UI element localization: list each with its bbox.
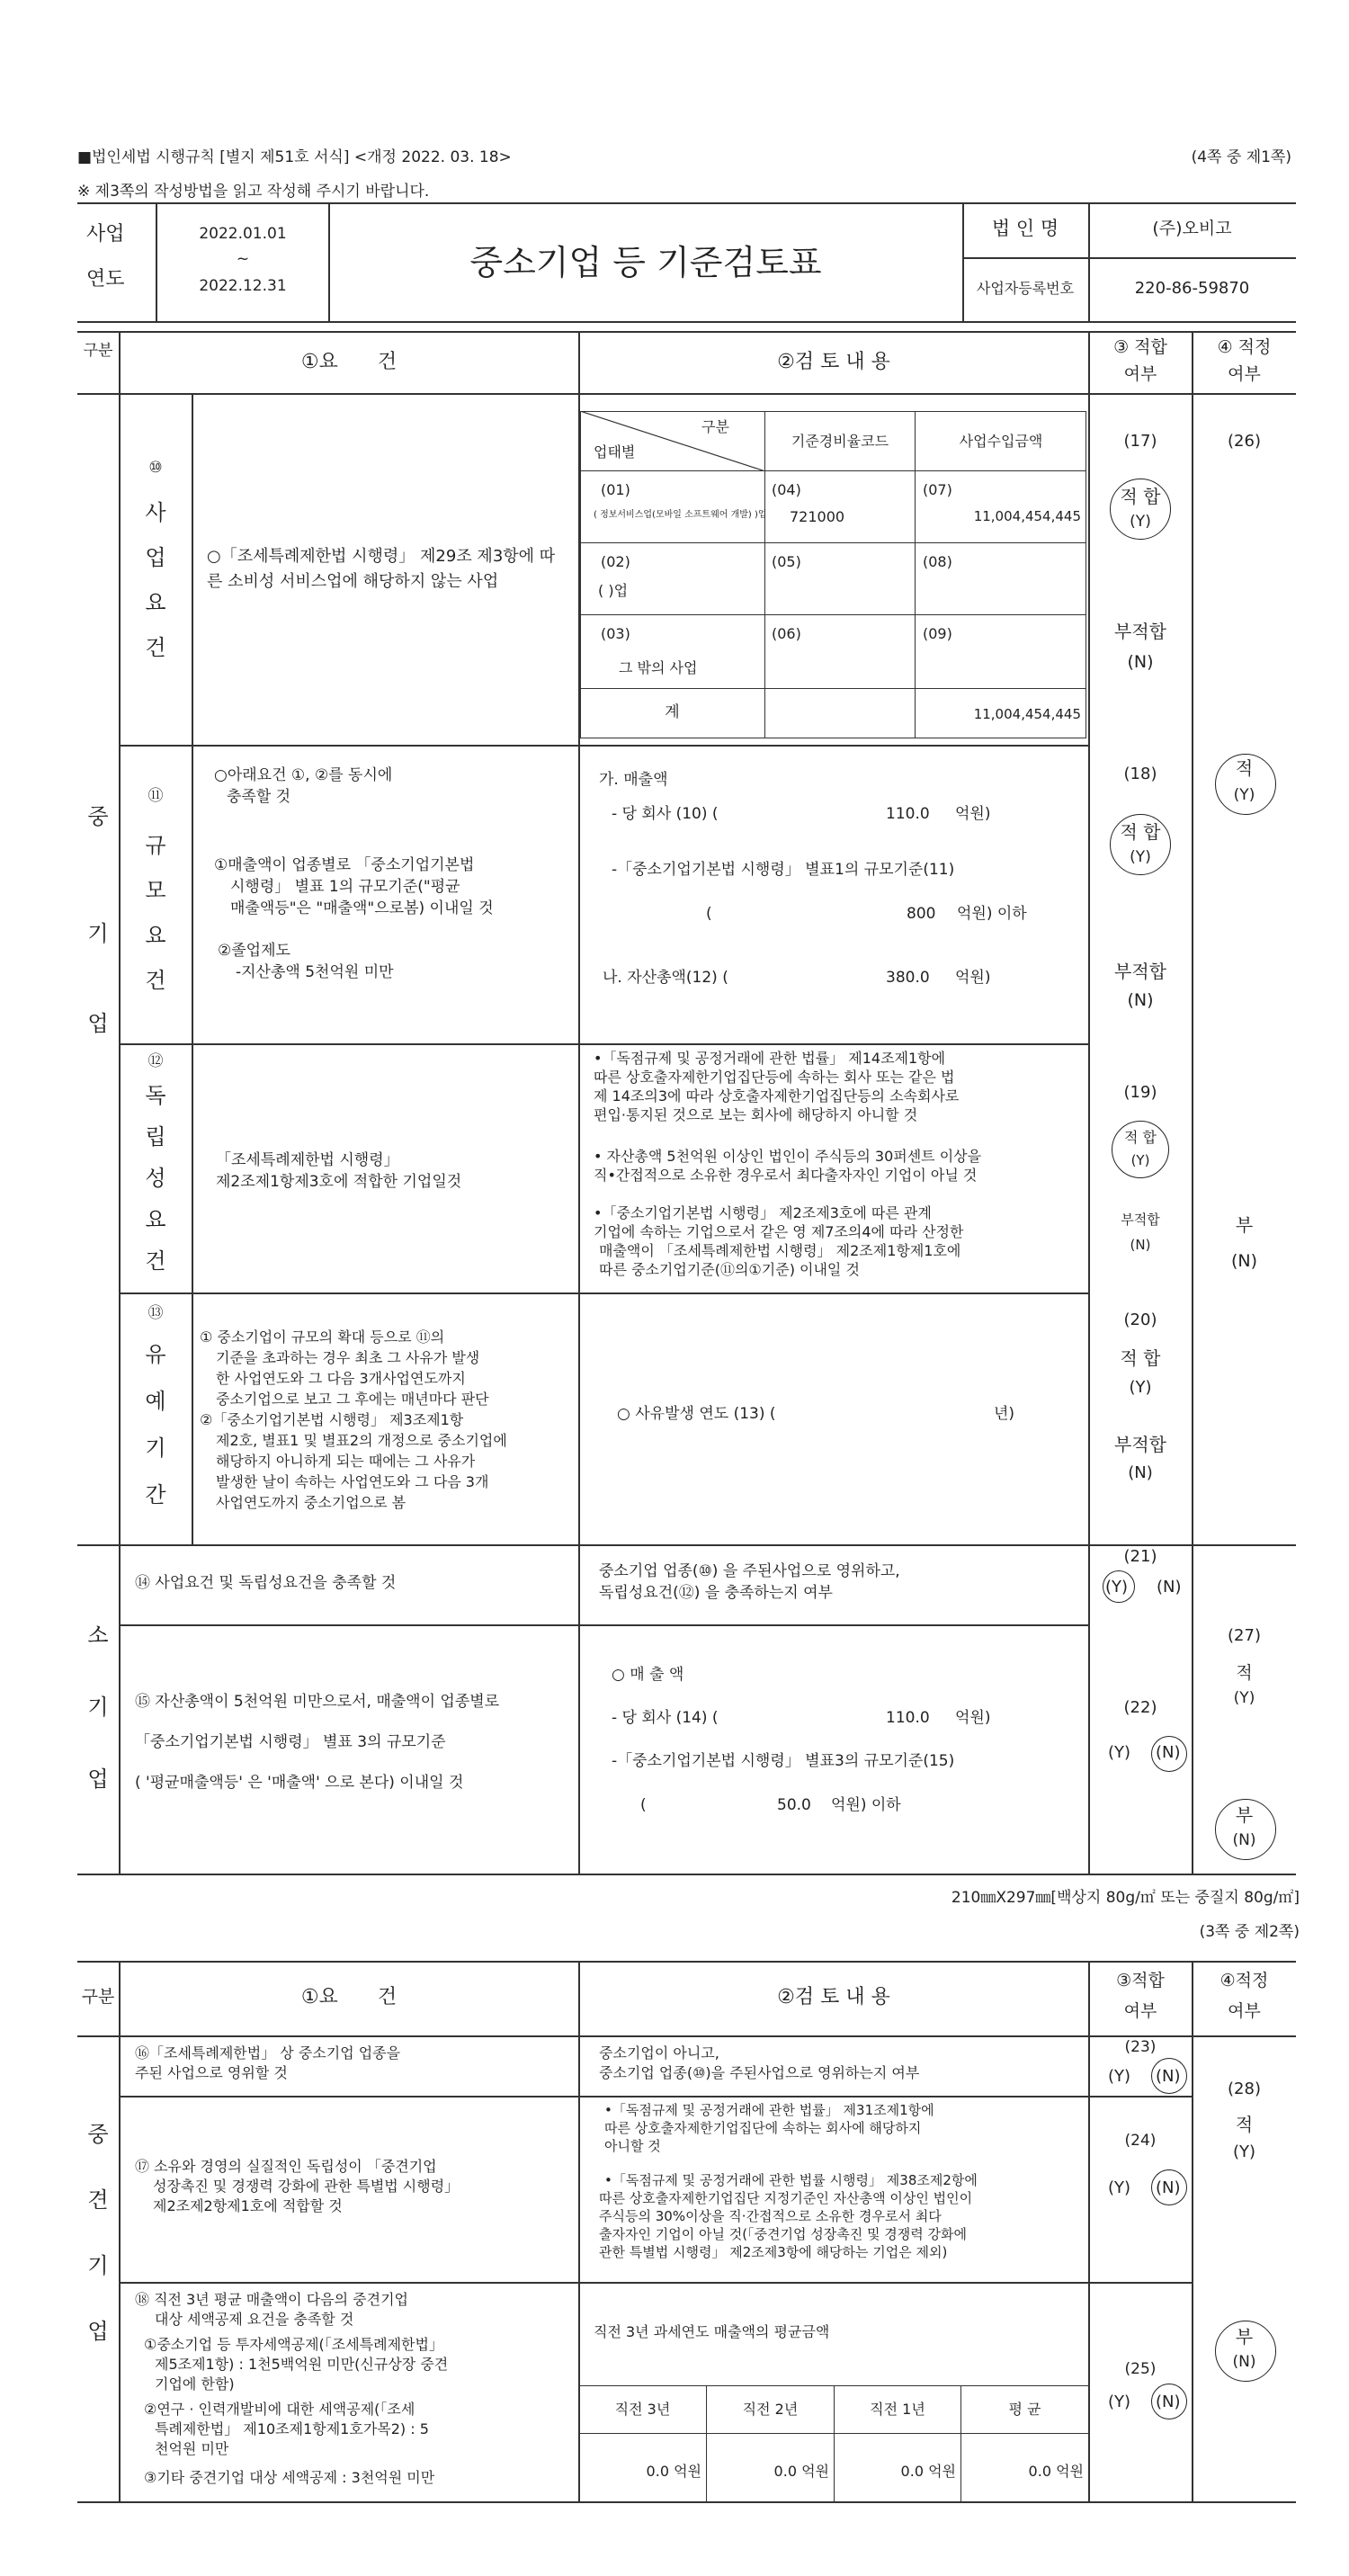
scale-req-4: 시행령」 별표 1의 규모기준("평균	[230, 878, 460, 896]
indep-rev-2: 따른 상호출자제한기업집단등에 속하는 회사 또는 같은 법	[594, 1069, 955, 1086]
indep-fit-1: 적 합	[1124, 1129, 1157, 1146]
indep-label-2: 립	[145, 1124, 166, 1149]
r1-c1-code: (01)	[601, 481, 630, 498]
p2-r2-req-3: 제2조제2항제1호에 적합할 것	[153, 2197, 343, 2214]
indep-unfit-2: (N)	[1130, 1237, 1151, 1253]
scale-label-3: 요	[145, 923, 166, 948]
small-rev-b-4: (	[640, 1796, 647, 1814]
p2-r3-v4: 0.0 억원	[1028, 2463, 1084, 2480]
indep-label-3: 성	[145, 1166, 166, 1191]
p2-r2-rev-8: 관한 특별법 시행령」 제2조제3항에 해당하는 기업은 제외)	[599, 2244, 948, 2260]
indep-label-5: 건	[145, 1248, 166, 1274]
grace-label-3: 기	[145, 1436, 166, 1461]
p2-r3-h3: 직전 1년	[870, 2401, 925, 2418]
indep-rev-8: 기업에 속하는 기업으로서 같은 영 제7조의4에 따라 산정한	[594, 1223, 964, 1240]
p2-r3-v2: 0.0 억원	[773, 2463, 829, 2480]
r3-c2-code: (06)	[772, 625, 801, 642]
p2-r1-rev-1: 중소기업이 아니고,	[599, 2044, 719, 2062]
indep-rev-5: • 자산총액 5천억원 이상인 법인이 주식등의 30퍼센트 이상을	[594, 1148, 982, 1165]
small-label-2: 기	[87, 1695, 109, 1720]
scale-label-1: 규	[145, 833, 166, 858]
instruction-note: ※ 제3쪽의 작성방법을 읽고 작성해 주시기 바랍니다.	[77, 183, 430, 201]
scale-label-2: 모	[145, 878, 166, 903]
year-label-2: 연도	[86, 268, 125, 291]
grace-req-2: 기준을 초과하는 경우 최초 그 사유가 발생	[216, 1349, 480, 1366]
grace-label-1: 유	[145, 1342, 166, 1367]
r3-c1-code: (03)	[601, 625, 630, 642]
page-indicator: (4쪽 중 제1쪽)	[1191, 148, 1291, 166]
mid-label-1: 중	[87, 2122, 109, 2147]
p2-r3-req-8: 천억원 미만	[155, 2440, 229, 2457]
small-rev-b-1: ○ 매 출 액	[612, 1666, 684, 1684]
indep-rev-3: 제 14조의3에 따라 상호출자제한기업집단등의 소속회사로	[594, 1087, 960, 1105]
year-label-1: 사업	[86, 223, 125, 246]
p2-r2-rev-5: 따른 상호출자제한기업집단 지정기준인 자산총액 이상인 법인이	[599, 2190, 973, 2206]
scale-fit-2: (Y)	[1130, 848, 1151, 866]
scale-rev-4-unit: 억원) 이하	[957, 905, 1027, 923]
scale-rev-2-unit: 억원)	[955, 805, 991, 823]
indep-rev-10: 따른 중소기업기준(⑪의①기준) 이내일 것	[599, 1261, 860, 1278]
business-unfit-1: 부적합	[1114, 621, 1166, 642]
p2-r1-fit-n: (N)	[1156, 2067, 1181, 2086]
sme-suit-no-1: 부	[1235, 1214, 1254, 1236]
p2-r1-req-2: 주된 사업으로 영위할 것	[135, 2064, 288, 2081]
scale-req-3: ①매출액이 업종별로 「중소기업기본법	[214, 856, 475, 874]
small-rev-b-3: -「중소기업기본법 시행령」 별표3의 규모기준(15)	[612, 1752, 955, 1770]
p2-r3-h2: 직전 2년	[742, 2401, 799, 2418]
grace-fit-2: (Y)	[1129, 1378, 1152, 1397]
scale-rev-2-value: 110.0	[886, 805, 930, 823]
p2-r3-req-6: ②연구 · 인력개발비에 대한 세액공제(「조세	[144, 2401, 415, 2418]
business-label-4: 건	[145, 635, 166, 660]
indep-label-4: 요	[145, 1207, 166, 1232]
table-header-gubun: 구분	[701, 418, 729, 435]
grace-req-1: ① 중소기업이 규모의 확대 등으로 ⑪의	[200, 1328, 445, 1346]
p2-col-gubun: 구분	[81, 1987, 115, 2007]
r3-c3-code: (09)	[923, 625, 952, 642]
small-rev-b-2-unit: 억원)	[955, 1709, 991, 1727]
scale-req-5: 매출액등"은 "매출액"으로봄) 이내일 것	[230, 899, 494, 917]
scale-rev-1: 가. 매출액	[599, 771, 668, 789]
small-req-b-3: ( '평균매출액등' 은 '매출액' 으로 본다) 이내일 것	[135, 1774, 464, 1792]
scale-rev-4-value: 800	[907, 905, 936, 923]
p2-r3-fit-no: (25)	[1124, 2360, 1157, 2378]
p2-r3-req-2: 대상 세액공제 요건을 충족할 것	[155, 2311, 354, 2328]
sme-label-3: 업	[87, 1011, 109, 1036]
p2-col-suit: ④적정	[1219, 1971, 1269, 1990]
p2-r1-fit-y: (Y)	[1108, 2067, 1131, 2086]
small-req-b-2: 「중소기업기본법 시행령」 별표 3의 규모기준	[135, 1733, 446, 1751]
sme-label-2: 기	[87, 921, 109, 946]
p2-r3-req-1: ⑱ 직전 3년 평균 매출액이 다음의 중견기업	[135, 2291, 408, 2308]
small-rev-b-2-value: 110.0	[886, 1709, 930, 1727]
p2-col-fit-2: 여부	[1123, 2001, 1157, 2021]
small-rev-b-4-unit: 억원) 이하	[831, 1796, 901, 1814]
business-fit-1: 적 합	[1120, 486, 1161, 507]
mid-label-3: 기	[87, 2253, 109, 2278]
p2-r1-req-1: ⑯「조세특례제한법」 상 중소기업 업종을	[135, 2044, 401, 2062]
scale-req-6: ②졸업제도	[218, 942, 290, 960]
p2-r3-req-3: ①중소기업 등 투자세액공제(「조세특례제한법」	[144, 2336, 443, 2353]
small-label-3: 업	[87, 1767, 109, 1792]
small-fit-b-y: (Y)	[1108, 1743, 1131, 1762]
grace-req-6: 제2호, 별표1 및 별표2의 개정으로 중소기업에	[216, 1432, 507, 1449]
scale-rev-5-unit: 억원)	[955, 969, 991, 987]
indep-fit-2: (Y)	[1130, 1152, 1150, 1168]
sme-suit-2: (Y)	[1233, 786, 1255, 804]
indep-req-1: 「조세특례제한법 시행령」	[216, 1151, 399, 1169]
p2-r1-rev-2: 중소기업 업종(⑩)을 주된사업으로 영위하는지 여부	[599, 2064, 920, 2081]
scale-rev-5-value: 380.0	[886, 969, 930, 987]
page2-indicator: (3쪽 중 제2쪽)	[1199, 1923, 1300, 1941]
grace-unfit-1: 부적합	[1114, 1434, 1166, 1455]
mid-label-4: 업	[87, 2319, 109, 2344]
grace-fit-no: (20)	[1123, 1310, 1157, 1329]
r1-c3-code: (07)	[923, 481, 952, 498]
scale-rev-5: 나. 자산총액(12) (	[603, 969, 728, 987]
business-fit-no: (17)	[1123, 432, 1157, 451]
p2-r2-fit-no: (24)	[1124, 2132, 1157, 2150]
indep-req-2: 제2조제1항제3호에 적합한 기업일것	[216, 1173, 462, 1191]
small-req-b-1: ⑮ 자산총액이 5천억원 미만으로서, 매출액이 업종별로	[135, 1693, 500, 1711]
table-header-type: 업태별	[594, 443, 636, 461]
p2-r1-fit-no: (23)	[1124, 2038, 1157, 2056]
business-unfit-2: (N)	[1127, 652, 1154, 672]
small-rev-a-1: 중소기업 업종(⑩) 을 주된사업으로 영위하고,	[599, 1562, 900, 1580]
col-header-gubun: 구분	[83, 342, 113, 360]
grace-rev-1-unit: 년)	[994, 1405, 1015, 1423]
biz-no-label: 사업자등록번호	[976, 280, 1075, 297]
small-req-a: ⑭ 사업요건 및 독립성요건을 충족할 것	[135, 1574, 397, 1592]
p2-col-review: ②검 토 내 용	[777, 1986, 890, 2008]
p2-r3-fit-y: (Y)	[1108, 2393, 1131, 2411]
small-suit-3: 부	[1235, 1804, 1254, 1826]
scale-req-7: -지산총액 5천억원 미만	[236, 963, 394, 981]
biz-no-value: 220-86-59870	[1134, 279, 1250, 298]
small-suit-2: (Y)	[1233, 1689, 1255, 1707]
scale-num: ⑪	[147, 787, 164, 805]
grace-req-3: 한 사업연도와 그 다음 3개사업연도까지	[216, 1370, 466, 1387]
indep-num: ⑫	[147, 1052, 164, 1070]
indep-rev-1: •「독점규제 및 공정거래에 관한 법률」 제14조제1항에	[594, 1050, 946, 1067]
p2-col-requirement: ①요 건	[300, 1986, 398, 2008]
scale-unfit-1: 부적합	[1114, 961, 1166, 982]
small-suit-1: 적	[1236, 1663, 1253, 1683]
indep-rev-6: 직•간접적으로 소유한 경우로서 최다출자자인 기업이 아닐 것	[594, 1167, 978, 1184]
small-rev-b-4-value: 50.0	[777, 1796, 811, 1814]
indep-rev-7: •「중소기업기본법 시행령」 제2조제3호에 따른 관계	[594, 1204, 932, 1221]
p2-suit-no: (28)	[1228, 2080, 1261, 2098]
form-title: 중소기업 등 기준검토표	[469, 243, 822, 282]
p2-r3-req-4: 제5조제1항) : 1천5백억원 미만(신규상장 중견	[155, 2356, 449, 2373]
indep-rev-4: 편입·통지된 것으로 보는 회사에 해당하지 아니할 것	[594, 1106, 918, 1123]
indep-fit-no: (19)	[1123, 1083, 1157, 1102]
grace-label-4: 간	[145, 1482, 166, 1507]
small-fit-a-y: (Y)	[1105, 1578, 1129, 1597]
small-rev-b-2: - 당 회사 (14) (	[612, 1709, 719, 1727]
business-fit-2: (Y)	[1130, 513, 1151, 531]
grace-req-5: ②「중소기업기본법 시행령」 제3조제1항	[200, 1411, 464, 1428]
scale-rev-2: - 당 회사 (10) (	[612, 805, 719, 823]
business-label-1: 사	[145, 500, 166, 525]
form-reference: ■법인세법 시행규칙 [별지 제51호 서식] <개정 2022. 03. 18>	[77, 148, 512, 166]
scale-rev-4: (	[706, 905, 712, 923]
corp-name-label: 법 인 명	[991, 218, 1059, 239]
indep-label-1: 독	[145, 1083, 166, 1108]
grace-req-7: 해당하지 아니하게 되는 때에는 그 사유가	[216, 1453, 476, 1470]
p2-r2-rev-3: 아니할 것	[604, 2138, 661, 2154]
scale-unfit-2: (N)	[1127, 990, 1154, 1010]
corp-name-value: (주)오비고	[1152, 219, 1232, 238]
grace-unfit-2: (N)	[1128, 1463, 1153, 1482]
p2-r3-rev-title: 직전 3년 과세연도 매출액의 평균금액	[594, 2323, 830, 2340]
col-header-suit: ④ 적정	[1217, 337, 1272, 357]
p2-r3-req-9: ③기타 중견기업 대상 세액공제 : 3천억원 미만	[144, 2469, 435, 2486]
p2-r3-h1: 직전 3년	[614, 2401, 671, 2418]
p2-r2-rev-7: 출자자인 기업이 아닐 것(「중견기업 성장촉진 및 경쟁력 강화에	[599, 2226, 967, 2242]
r1-c3-value: 11,004,454,445	[973, 508, 1081, 524]
r3-c1-text: 그 밖의 사업	[619, 659, 698, 676]
mid-label-2: 견	[87, 2187, 109, 2213]
p2-r2-req-2: 성장촉진 및 경쟁력 강화에 관한 특별법 시행령」	[153, 2178, 460, 2195]
p2-col-suit-2: 여부	[1228, 2001, 1261, 2021]
p2-r3-suit-1: 부	[1235, 2326, 1254, 2348]
p2-r2-rev-6: 주식등의 30%이상을 직·간접적으로 소유한 경우로서 최다	[599, 2208, 942, 2224]
p2-suit-1: 적	[1235, 2114, 1254, 2135]
p2-r3-h4: 평 균	[1008, 2401, 1041, 2418]
small-fit-b-n: (N)	[1156, 1743, 1181, 1762]
period-end: 2022.12.31	[199, 277, 287, 295]
paper-size-note: 210㎜X297㎜[백상지 80g/㎡ 또는 중질지 80g/㎡]	[951, 1889, 1300, 1907]
scale-fit-1: 적 합	[1120, 821, 1161, 843]
r1-c2-value: 721000	[790, 508, 845, 525]
indep-unfit-1: 부적합	[1121, 1212, 1160, 1228]
sme-label-1: 중	[87, 804, 109, 829]
col-header-fit: ③ 적합	[1113, 337, 1167, 357]
period-start: 2022.01.01	[199, 225, 287, 243]
scale-fit-no: (18)	[1123, 765, 1157, 783]
grace-label-2: 예	[145, 1389, 166, 1414]
small-fit-a-no: (21)	[1123, 1547, 1157, 1566]
grace-rev-1: ○ 사유발생 연도 (13) (	[617, 1405, 776, 1423]
scale-label-4: 건	[145, 968, 166, 993]
p2-r2-rev-2: 따른 상호출자제한기업집단에 속하는 회사에 해당하지	[604, 2120, 922, 2136]
col-header-suit-2: 여부	[1228, 364, 1261, 384]
period-tilde: ~	[236, 250, 250, 268]
business-num: ⑩	[148, 459, 163, 477]
p2-r2-fit-n: (N)	[1156, 2178, 1181, 2197]
r2-c1-text: ( )업	[598, 582, 629, 599]
small-rev-a-2: 독립성요건(⑫) 을 충족하는지 여부	[599, 1584, 833, 1602]
col-header-requirement: ①요 건	[300, 351, 398, 373]
sme-suit-1: 적	[1235, 757, 1254, 779]
scale-req-1: ○아래요건 ①, ②를 동시에	[214, 766, 393, 784]
r1-c2-code: (04)	[772, 481, 801, 498]
p2-r3-suit-2: (N)	[1232, 2353, 1256, 2371]
p2-r3-req-7: 특례제한법」 제10조제1항제1호가목2) : 5	[155, 2420, 429, 2437]
grace-req-9: 사업연도까지 중소기업으로 봄	[216, 1494, 406, 1511]
p2-col-fit: ③적합	[1116, 1971, 1165, 1990]
p2-r2-rev-1: •「독점규제 및 공정거래에 관한 법률」 제31조제1항에	[604, 2102, 934, 2118]
small-fit-a-n: (N)	[1157, 1578, 1182, 1597]
r1-c1-text: ( 정보서비스업(모바일 소프트웨어 개발) )업	[594, 510, 767, 520]
col-header-fit-2: 여부	[1123, 364, 1157, 384]
total-label: 계	[665, 703, 680, 721]
p2-r3-fit-n: (N)	[1156, 2393, 1181, 2411]
r2-c3-code: (08)	[923, 553, 952, 570]
col-header-review: ②검 토 내 용	[777, 351, 890, 373]
grace-num: ⑬	[147, 1304, 164, 1322]
table-header-amount: 사업수입금액	[959, 433, 1043, 450]
sme-suit-no-2: (N)	[1230, 1251, 1258, 1271]
p2-suit-2: (Y)	[1232, 2142, 1256, 2161]
scale-rev-3: -「중소기업기본법 시행령」 별표1의 규모기준(11)	[612, 861, 955, 879]
p2-r3-v1: 0.0 억원	[646, 2463, 701, 2480]
p2-r3-v3: 0.0 억원	[900, 2463, 956, 2480]
indep-rev-9: 매출액이 「조세특례제한법 시행령」 제2조제1항제1호에	[599, 1242, 961, 1259]
sme-suit-no: (26)	[1228, 432, 1261, 451]
p2-r2-rev-4: •「독점규제 및 공정거래에 관한 법률 시행령」 제38조제2항에	[604, 2172, 978, 2188]
business-requirement: ○「조세특례제한법 시행령」 제29조 제3항에 따른 소비성 서비스업에 해당하지 않는 사업	[207, 547, 556, 591]
small-label-1: 소	[87, 1623, 109, 1648]
business-label-2: 업	[145, 545, 166, 570]
small-suit-4: (N)	[1232, 1831, 1256, 1849]
grace-fit-1: 적 합	[1120, 1347, 1161, 1369]
table-header-code: 기준경비율코드	[791, 433, 889, 450]
small-fit-b-no: (22)	[1123, 1698, 1157, 1717]
business-label-3: 요	[145, 590, 166, 615]
r2-c2-code: (05)	[772, 553, 801, 570]
scale-req-2: 충족할 것	[227, 788, 291, 806]
p2-r3-req-5: 기업에 한함)	[155, 2375, 235, 2393]
grace-req-8: 발생한 날이 속하는 사업연도와 그 다음 3개	[216, 1473, 489, 1490]
small-suit-no: (27)	[1228, 1626, 1261, 1645]
grace-req-4: 중소기업으로 보고 그 후에는 매년마다 판단	[216, 1391, 489, 1408]
total-value: 11,004,454,445	[973, 706, 1081, 722]
p2-r2-fit-y: (Y)	[1108, 2178, 1131, 2197]
r2-c1-code: (02)	[601, 553, 630, 570]
p2-r2-req-1: ⑰ 소유와 경영의 실질적인 독립성이 「중견기업	[135, 2158, 437, 2175]
